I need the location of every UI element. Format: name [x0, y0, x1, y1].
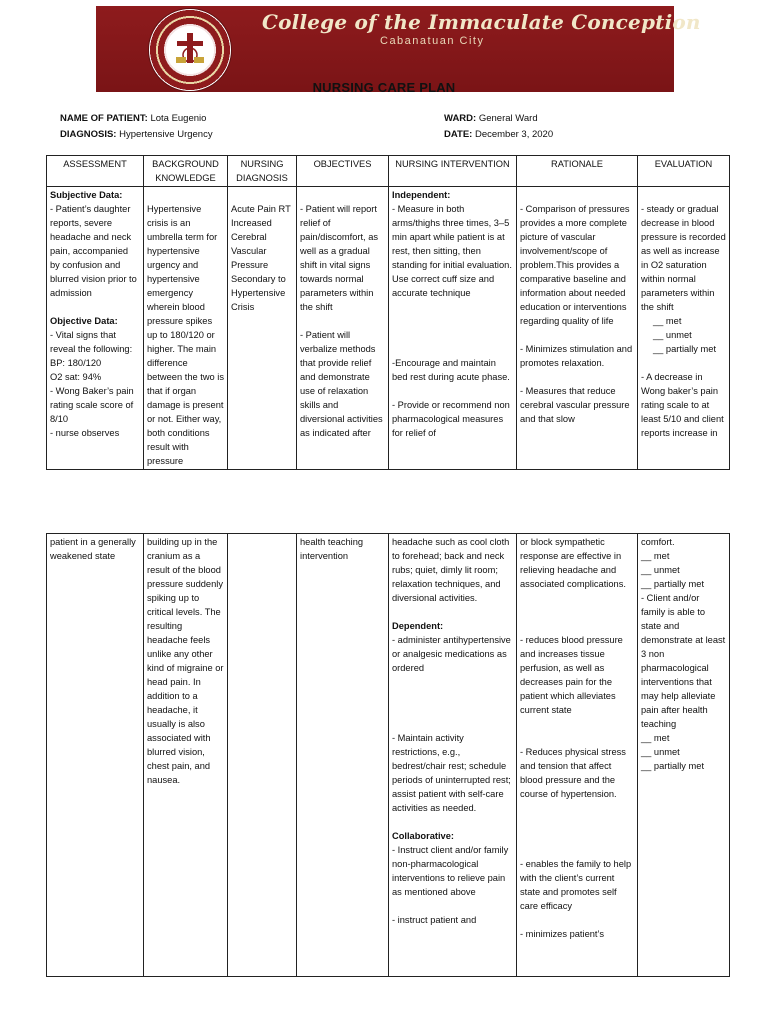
independent-heading: Independent:	[392, 190, 451, 200]
date-label: DATE:	[444, 129, 473, 140]
intervention-1: - Measure in both arms/thighs three times, 3–5 min apart while patient is at rest, then sitting, then standing for initial evaluation. Use correct cuff size and accurate technique	[392, 204, 512, 298]
assessment-cell	[47, 187, 144, 470]
date-value: December 3, 2020	[474, 129, 554, 140]
evaluation-continued: comfort.	[641, 537, 675, 547]
partially-met-option: __ partially met	[653, 344, 717, 354]
objectives-cell	[297, 187, 389, 470]
rationale-continued: or block sympathetic response are effective in relieving headache and associated complications.	[520, 537, 626, 589]
rationale-reduces-stress: - Reduces physical stress and tension that affect blood pressure and the course of hypertension.	[520, 747, 626, 799]
intervention-cell	[389, 187, 517, 470]
partially-met-option: __ partially met	[641, 761, 705, 771]
patient-info-right	[444, 111, 553, 143]
background-text: Hypertensive crisis is an umbrella term for hypertensive urgency and hypertensive emergency wherein blood pressure spikes up to 180/120 or higher. The main difference between the two is that if organ damage is present or not. Either way, both conditions result with pressure	[147, 204, 225, 466]
intervention-activity: - Maintain activity restrictions, e.g., bedrest/chair rest; schedule periods of uninterrupted rest; assist patient with self-care activities as needed.	[392, 733, 511, 813]
evaluation-2: - A decrease in Wong baker’s pain rating scale to at least 5/10 and client reports increase in	[641, 372, 724, 438]
care-plan-table-page-1	[46, 155, 730, 470]
column-header-diagnosis: NURSING DIAGNOSIS	[228, 156, 297, 187]
document-title: NURSING CARE PLAN	[312, 80, 456, 95]
objective-heading: Objective Data:	[50, 316, 118, 326]
unmet-option: __ unmet	[641, 747, 680, 757]
objectives-cell	[297, 534, 389, 977]
objective-data-3: - nurse observes	[50, 428, 120, 438]
objective-data-2: - Wong Baker’s pain rating scale score of 8/10	[50, 386, 134, 424]
ward-value: General Ward	[478, 113, 538, 124]
rationale-minimizes: - minimizes patient’s	[520, 929, 605, 939]
column-header-objectives: OBJECTIVES	[297, 156, 389, 187]
objective-bp: BP: 180/120	[50, 358, 102, 368]
intervention-continued: headache such as cool cloth to forehead; back and neck rubs; quiet, dimly lit room; relaxation techniques, and diversional activities.	[392, 537, 510, 603]
subjective-heading: Subjective Data:	[50, 190, 123, 200]
table-row	[47, 534, 730, 977]
care-plan-table-page-2	[46, 533, 730, 977]
evaluation-client-family: - Client and/or family is able to state and demonstrate at least 3 non pharmacological interventions that may help alleviate pain after health teaching	[641, 593, 726, 729]
patient-name-label: NAME OF PATIENT:	[60, 113, 148, 124]
background-cell	[144, 534, 228, 977]
intervention-instruct-family: - Instruct client and/or family non-pharmacological interventions to relieve pain as mentioned above	[392, 845, 509, 897]
rationale-family: - enables the family to help with the client’s current state and promotes self care efficacy	[520, 859, 632, 911]
evaluation-cell	[638, 534, 730, 977]
assessment-continued: patient in a generally weakened state	[50, 537, 136, 561]
rationale-reduces-bp: - reduces blood pressure and increases tissue perfusion, as well as decreases pain for the patient which alleviates current state	[520, 635, 623, 715]
intervention-2: -Encourage and maintain bed rest during acute phase.	[392, 358, 510, 382]
rationale-3: - Measures that reduce cerebral vascular pressure and that slow	[520, 386, 630, 424]
collaborative-heading: Collaborative:	[392, 831, 454, 841]
rationale-cell	[517, 534, 638, 977]
evaluation-1: - steady or gradual decrease in blood pressure is recorded as well as increase in O2 saturation within normal parameters within the shift	[641, 204, 726, 312]
assessment-cell	[47, 534, 144, 977]
college-name: College of the Immaculate Conception	[262, 10, 701, 34]
column-header-background: BACKGROUND KNOWLEDGE	[144, 156, 228, 187]
objective-data-1: - Vital signs that reveal the following:	[50, 330, 133, 354]
column-header-assessment: ASSESSMENT	[47, 156, 144, 187]
rationale-2: - Minimizes stimulation and promotes relaxation.	[520, 344, 633, 368]
table-row	[47, 187, 730, 470]
background-continued: building up in the cranium as a result of the blood pressure suddenly spiking up to critical levels. The resulting headache feels unlike any other kind of migraine or head pain. In addition to a headache, it usually is also associated with blurred vision, chest pain, and nausea.	[147, 537, 224, 785]
patient-info-left	[60, 111, 213, 143]
background-cell	[144, 187, 228, 470]
evaluation-cell	[638, 187, 730, 470]
objectives-continued: health teaching intervention	[300, 537, 364, 561]
table-header-row	[47, 156, 730, 187]
intervention-cell	[389, 534, 517, 977]
intervention-administer: - administer antihypertensive or analgesic medications as ordered	[392, 635, 511, 673]
diagnosis-cell	[228, 187, 297, 470]
ward-label: WARD:	[444, 113, 477, 124]
objective-o2: O2 sat: 94%	[50, 372, 102, 382]
met-option: __ met	[641, 551, 670, 561]
column-header-evaluation: EVALUATION	[638, 156, 730, 187]
patient-name: Lota Eugenio	[150, 113, 207, 124]
met-option: __ met	[653, 316, 682, 326]
dependent-heading: Dependent:	[392, 621, 444, 631]
rationale-cell	[517, 187, 638, 470]
partially-met-option: __ partially met	[641, 579, 705, 589]
column-header-rationale: RATIONALE	[517, 156, 638, 187]
column-header-intervention: NURSING INTERVENTION	[389, 156, 517, 187]
nursing-diagnosis-text: Acute Pain RT Increased Cerebral Vascular Pressure Secondary to Hypertensive Crisis	[231, 204, 291, 312]
unmet-option: __ unmet	[641, 565, 680, 575]
objective-2: - Patient will verbalize methods that provide relief and demonstrate use of relaxation skills and diversional activities as indicated after	[300, 330, 383, 438]
subjective-data: - Patient’s daughter reports, severe headache and neck pain, accompanied by confusion and blurred vision prior to admission	[50, 204, 137, 298]
objective-1: - Patient will report relief of pain/discomfort, as well as a gradual shift in vital signs towards normal parameters within the shift	[300, 204, 379, 312]
unmet-option: __ unmet	[653, 330, 692, 340]
intervention-3: - Provide or recommend non pharmacological measures for relief of	[392, 400, 510, 438]
met-option: __ met	[641, 733, 670, 743]
intervention-instruct-patient: - instruct patient and	[392, 915, 477, 925]
diagnosis-value: Hypertensive Urgency	[119, 129, 213, 140]
college-city: Cabanatuan City	[380, 35, 485, 47]
diagnosis-cell	[228, 534, 297, 977]
diagnosis-label: DIAGNOSIS:	[60, 129, 117, 140]
rationale-1: - Comparison of pressures provides a more complete picture of vascular involvement/scope of problem.This provides a comparative baseline and information about needed education or interventions regarding quality of life	[520, 204, 630, 326]
